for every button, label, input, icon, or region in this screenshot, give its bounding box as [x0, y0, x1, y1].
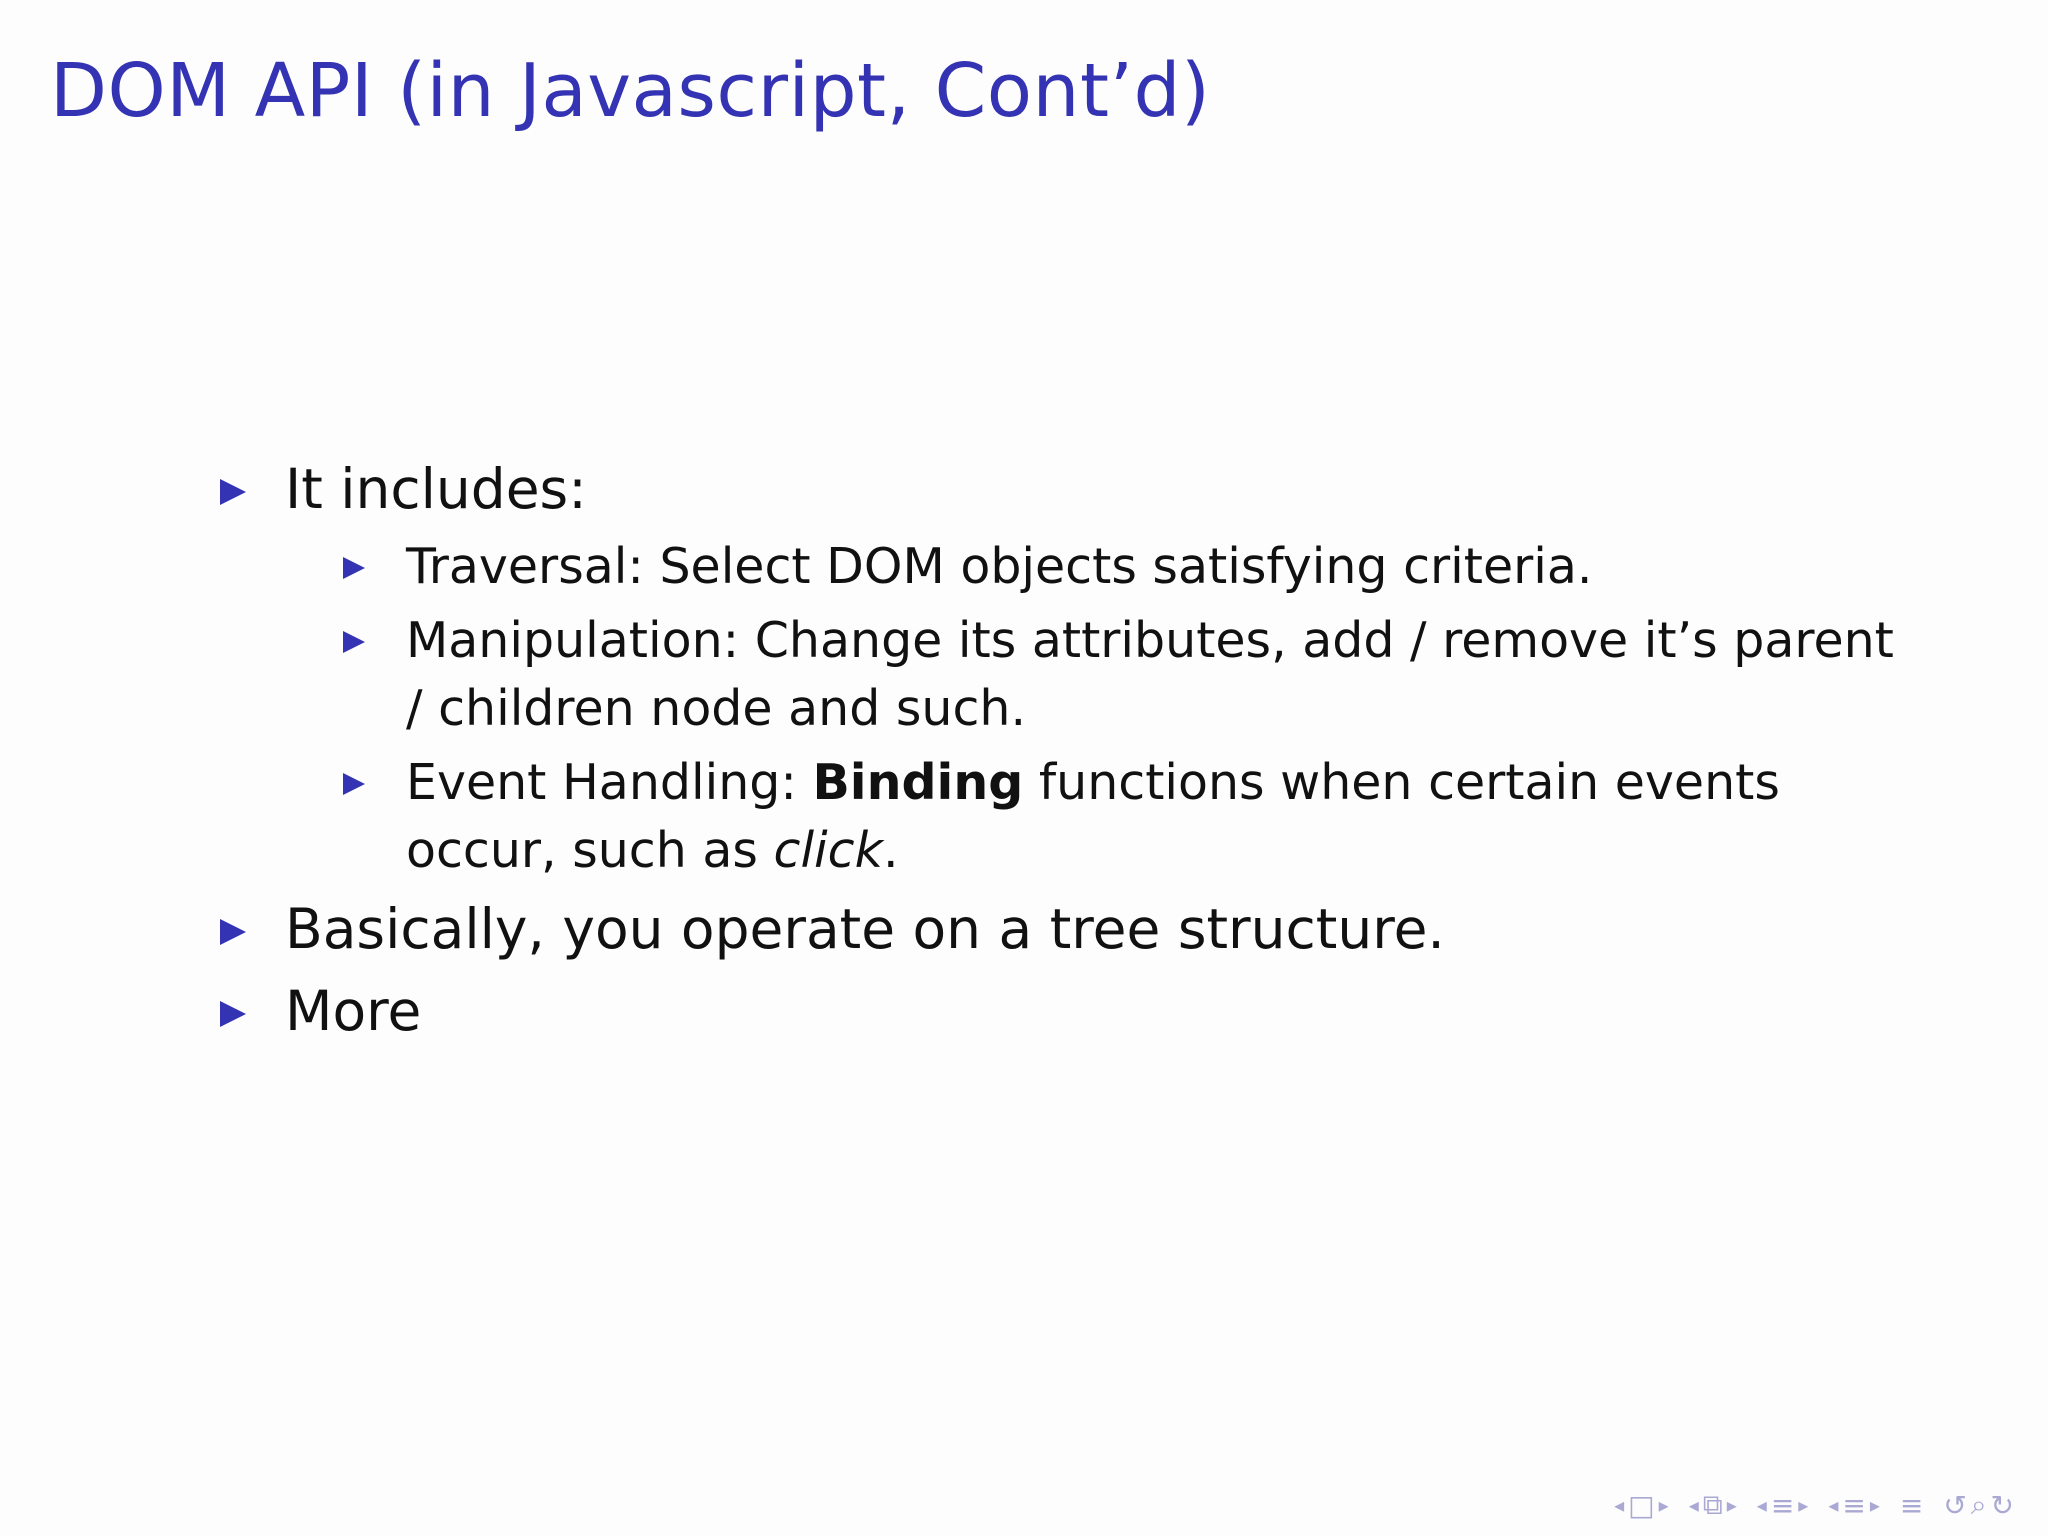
part-icon[interactable]: ≡	[1842, 1488, 1866, 1522]
nav-next-subsection-icon[interactable]: ▸	[1726, 1493, 1737, 1517]
nav-prev-subsection-icon[interactable]: ◂	[1688, 1493, 1699, 1517]
slide-content	[220, 455, 1920, 1045]
triangle-bullet-icon	[220, 919, 246, 945]
nav-prev-frame-icon[interactable]: ◂	[1614, 1493, 1625, 1517]
subsection-icon[interactable]: ⧉	[1702, 1488, 1723, 1521]
frame-icon[interactable]: □	[1628, 1488, 1655, 1522]
bullet-item-includes	[220, 455, 1920, 523]
nav-next-frame-icon[interactable]: ▸	[1658, 1493, 1669, 1517]
sub-bullet-manipulation	[343, 607, 1920, 743]
triangle-bullet-icon	[220, 1001, 246, 1027]
triangle-bullet-icon	[343, 631, 365, 653]
nav-document-group	[1900, 1489, 1923, 1522]
emphasis-binding: Binding	[812, 754, 1024, 811]
sub-bullet-traversal	[343, 533, 1920, 601]
bullet-item-tree-structure	[220, 895, 1920, 963]
bullet-text: Basically, you operate on a tree structure.	[285, 897, 1445, 961]
nav-next-section-icon[interactable]: ▸	[1798, 1493, 1809, 1517]
sub-bullet-middle: functions when certain events occur, such as	[406, 754, 1780, 879]
sub-bullet-text: Traversal: Select DOM objects satisfying criteria.	[406, 538, 1593, 595]
search-icon[interactable]: ⌕	[1970, 1488, 1987, 1521]
slide-title: DOM API (in Javascript, Cont’d)	[50, 48, 1211, 134]
sub-bullet-prefix: Event Handling:	[406, 754, 813, 811]
nav-prev-part-icon[interactable]: ◂	[1828, 1493, 1839, 1517]
nav-frame-group	[1614, 1489, 1669, 1522]
nav-part-group	[1828, 1489, 1880, 1522]
nav-next-part-icon[interactable]: ▸	[1869, 1493, 1880, 1517]
nav-tools-group	[1943, 1488, 2014, 1522]
bullet-item-more	[220, 977, 1920, 1045]
beamer-navigation-bar	[1614, 1488, 2028, 1522]
bullet-text: More	[285, 979, 422, 1043]
redo-icon[interactable]: ↻	[1990, 1488, 2014, 1522]
section-icon[interactable]: ≡	[1770, 1488, 1795, 1522]
undo-icon[interactable]: ↺	[1943, 1488, 1967, 1522]
nav-subsection-group	[1689, 1488, 1737, 1522]
nav-prev-section-icon[interactable]: ◂	[1756, 1493, 1767, 1517]
emphasis-click: click	[773, 822, 883, 879]
triangle-bullet-icon	[343, 557, 365, 579]
bullet-text: It includes:	[285, 457, 587, 521]
triangle-bullet-icon	[220, 479, 246, 505]
sub-bullet-text: Manipulation: Change its attributes, add / remove it’s parent / children node and such.	[406, 612, 1894, 737]
sub-bullet-event-handling	[343, 749, 1920, 885]
document-icon[interactable]: ≡	[1899, 1488, 1924, 1522]
nav-section-group	[1757, 1489, 1809, 1522]
sub-bullet-suffix: .	[882, 822, 899, 879]
triangle-bullet-icon	[343, 773, 365, 795]
sub-bullet-list	[343, 533, 1920, 885]
